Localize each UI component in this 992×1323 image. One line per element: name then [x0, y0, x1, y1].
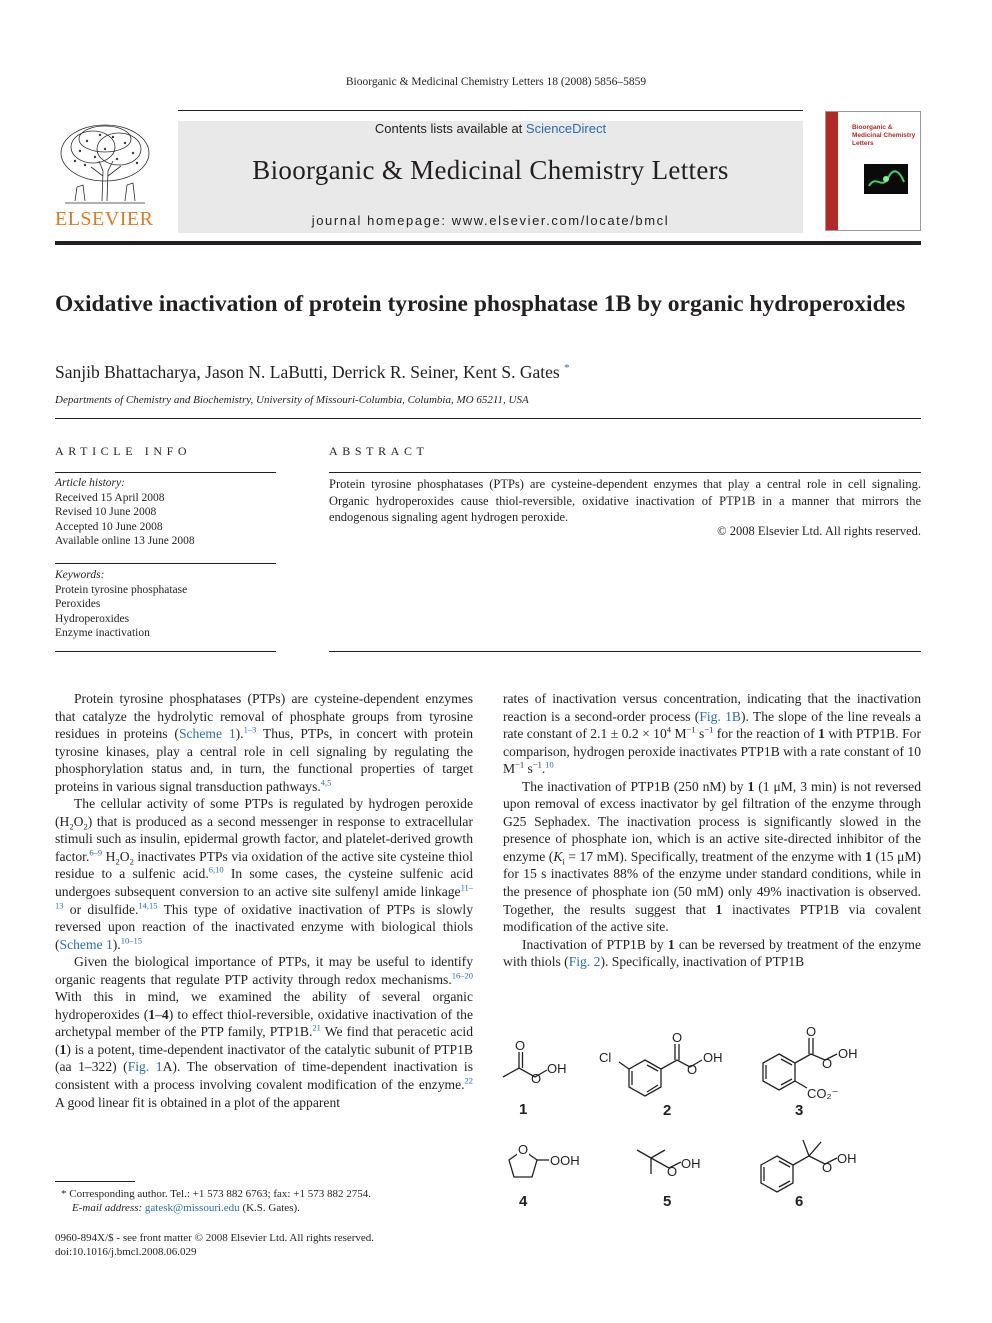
atom-label: O: [822, 1056, 833, 1071]
compound-label: 1: [519, 1101, 528, 1118]
atom-label: O: [531, 1071, 542, 1086]
keyword-item: Protein tyrosine phosphatase: [55, 583, 188, 596]
history-online: Available online 13 June 2008: [55, 535, 195, 548]
history-revised: Revised 10 June 2008: [55, 506, 157, 519]
body-paragraph: Protein tyrosine phosphatases (PTPs) are cysteine-dependent enzymes that catalyze the hydrolytic removal of phosphate groups from tyrosine residues in proteins (Scheme 1).$^{1-3}$ Thus, PTPs, in concert with protein tyrosine kinases, play a central role in cell signaling by regulating the phosphorylation status and, in turn, the functional properties of target proteins in various signal transduction pathways.$^{4,5}$: [55, 691, 474, 794]
citation-link[interactable]: 6,10: [208, 864, 224, 875]
citation-link[interactable]: 1–3: [243, 724, 257, 735]
compound-label: 2: [663, 1102, 672, 1119]
figure-1b-link[interactable]: Fig. 1B: [699, 708, 741, 724]
affiliation: Departments of Chemistry and Biochemistry, University of Missouri-Columbia, Columbia, MO 65211, USA: [55, 394, 529, 406]
citation-link[interactable]: 6–9: [89, 847, 103, 858]
atom-label: OOH: [550, 1153, 580, 1168]
atom-label: O: [518, 1142, 529, 1157]
citation-link[interactable]: 11–13: [55, 882, 473, 911]
publication-info: [55, 1231, 555, 1259]
elsevier-tree-logo: [55, 121, 155, 207]
history-label: Article history:: [55, 477, 125, 489]
history-received: Received 15 April 2008: [55, 491, 165, 504]
citation-link[interactable]: 14,15: [138, 900, 158, 911]
atom-label: OH: [838, 1046, 858, 1061]
atom-label: OH: [547, 1061, 567, 1076]
email-suffix: (K.S. Gates).: [239, 1202, 300, 1214]
authors: Sanjib Bhattacharya, Jason N. LaButti, Derrick R. Seiner, Kent S. Gates: [55, 362, 560, 382]
compound-label: 5: [663, 1193, 672, 1210]
figure-1a-link[interactable]: Fig. 1: [127, 1059, 163, 1075]
atom-label: O: [515, 1038, 526, 1053]
citation-link[interactable]: 10: [545, 759, 554, 770]
keyword-item: Enzyme inactivation: [55, 627, 150, 640]
citation-link[interactable]: 16–20: [451, 970, 473, 981]
journal-citation: Bioorganic & Medicinal Chemistry Letters 18 (2008) 5856–5859: [345, 76, 647, 88]
corresponding-author-mark[interactable]: *: [564, 362, 570, 375]
email-footnote: [55, 1201, 473, 1215]
keywords-rule: [55, 563, 276, 564]
article-info-heading: ARTICLE INFO: [55, 444, 192, 458]
citation-link[interactable]: 4,5: [320, 777, 332, 788]
sciencedirect-link[interactable]: ScienceDirect: [525, 121, 607, 136]
abstract-heading: ABSTRACT: [329, 444, 429, 458]
keyword-item: Hydroperoxides: [55, 612, 130, 625]
atom-label: OH: [681, 1156, 701, 1171]
article-title: Oxidative inactivation of protein tyrosine phosphatase 1B by organic hydroperoxides: [55, 291, 906, 317]
email-link[interactable]: gatesk@missouri.edu: [144, 1202, 240, 1214]
contents-prefix: Contents lists available at: [374, 121, 526, 136]
journal-title: Bioorganic & Medicinal Chemistry Letters: [252, 155, 729, 185]
body-paragraph: The cellular activity of some PTPs is regulated by hydrogen peroxide $(H_2O_2)$ that is produced as a second messenger in response to extracellular stimuli such as insulin, epidermal growth factor, and platelet-derived growth factor.$^{6-9}$ $H_2O_2$ inactivates PTPs via oxidation of the active site cysteine thiol residue to a sulfenic acid.$^{6,10}$ In some cases, the cysteine sulfenic acid undergoes subsequent conversion to an active site sulfenyl amide linkage$^{11-13}$ or disulfide.$^{14,15}$ This type of oxidative inactivation of PTPs is slowly reversed upon reaction of the inactivated enzyme with biological thiols (Scheme 1).$^{10-15}$: [55, 796, 474, 952]
article-info-rule: [55, 472, 276, 473]
atom-label: O: [672, 1030, 683, 1045]
article-history: [55, 476, 276, 549]
compound-label: 4: [519, 1193, 528, 1210]
contents-line: [178, 121, 803, 136]
author-line: [55, 362, 570, 383]
abstract-text: Protein tyrosine phosphatases (PTPs) are cysteine-dependent enzymes that play a central role in cell signaling. Organic hydroperoxides cause thiol-reversible, oxidative inactivation of PTP1B in a manner that mirrors the endogenous signaling agent hydrogen peroxide.: [329, 477, 921, 524]
body-left-column: [55, 690, 473, 1111]
history-accepted: Accepted 10 June 2008: [55, 520, 163, 533]
abstract-rule: [329, 472, 921, 473]
scheme-1-link[interactable]: Scheme 1: [178, 726, 236, 742]
compound-label: 3: [795, 1102, 804, 1119]
journal-homepage[interactable]: journal homepage: www.elsevier.com/locate/bmcl: [311, 213, 670, 228]
figure-2-link[interactable]: Fig. 2: [568, 954, 601, 970]
body-right-column: [503, 690, 921, 971]
atom-label: Cl: [599, 1050, 612, 1065]
atom-label: O: [806, 1024, 817, 1039]
atom-label: O: [687, 1062, 698, 1077]
citation-link[interactable]: 10–15: [120, 935, 142, 946]
abstract-bottom-rule: [329, 651, 921, 652]
corresponding-footnote: * Corresponding author. Tel.: +1 573 882 6763; fax: +1 573 882 2754.: [61, 1188, 371, 1200]
issn-line: 0960-894X/$ - see front matter © 2008 Elsevier Ltd. All rights reserved.: [55, 1232, 375, 1244]
header-rule: [178, 110, 803, 111]
body-paragraph: The inactivation of PTP1B (250 nM) by 1 (1 μM, 3 min) is not reversed upon removal of excess inactivator by gel filtration of the enzyme through G25 Sephadex. The inactivation process is significantly slowed in the presence of phosphate ion, which is an active site-directed inhibitor of the enzyme ($K_i = 17$ mM). Specifically, treatment of the enzyme with 1 (15 μM) for 15 s inactivates 88% of the enzyme under standard conditions, while in the presence of phosphate ion (50 mM) only 49% inactivation is observed. Together, the results suggest that 1 inactivates PTP1B via covalent modification of the active site.: [503, 778, 921, 935]
footnotes: [55, 1187, 473, 1215]
compound-structures: [495, 1022, 925, 1217]
body-paragraph: Inactivation of PTP1B by 1 can be reversed by treatment of the enzyme with thiols (Fig. 2). Specifically, inactivation of PTP1B: [503, 936, 921, 970]
article-info-bottom-rule: [55, 651, 276, 652]
cover-image: [864, 164, 908, 194]
email-label: E-mail address:: [72, 1202, 143, 1214]
keyword-item: Peroxides: [55, 598, 101, 611]
atom-label: CO₂⁻: [807, 1086, 839, 1101]
citation-link[interactable]: 21: [312, 1022, 321, 1033]
scheme-1-link[interactable]: Scheme 1: [59, 936, 113, 952]
keywords: [55, 568, 276, 641]
atom-label: OH: [703, 1050, 723, 1065]
abstract-copyright: © 2008 Elsevier Ltd. All rights reserved.: [717, 524, 921, 538]
elsevier-wordmark: ELSEVIER: [55, 208, 154, 230]
compound-label: 6: [795, 1193, 804, 1210]
body-paragraph: Given the biological importance of PTPs, it may be useful to identify organic reagents that regulate PTP activity through redox mechanisms.$^{16-20}$ With this in mind, we examined the ability of several organic hydroperoxides (1–4) to effect thiol-reversible, oxidative inactivation of the archetypal member of the PTP family, PTP1B.$^{21}$ We find that peracetic acid (1) is a potent, time-dependent inactivator of the catalytic subunit of PTP1B (aa 1–322) (Fig. 1A). The observation of time-dependent inactivation is consistent with a process involving covalent modification of the enzyme.$^{22}$ A good linear fit is obtained in a plot of the apparent: [55, 954, 473, 1110]
atom-label: O: [667, 1164, 678, 1179]
citation-link[interactable]: 22: [464, 1075, 473, 1086]
journal-cover-thumbnail: [825, 111, 921, 231]
title-rule: [55, 418, 921, 419]
atom-label: OH: [837, 1151, 857, 1166]
doi-line[interactable]: doi:10.1016/j.bmcl.2008.06.029: [55, 1246, 197, 1258]
header-thick-rule: [55, 241, 921, 245]
footnote-rule: [55, 1181, 135, 1182]
atom-label: O: [822, 1160, 833, 1175]
cover-title: Bioorganic & Medicinal Chemistry Letters: [852, 124, 916, 147]
keywords-label: Keywords:: [55, 569, 105, 581]
body-paragraph: rates of inactivation versus concentration, indicating that the inactivation reaction is a second-order process (Fig. 1B). The slope of the line reveals a rate constant of $2.1 \pm 0.2 \times 10^4$ $M^{-1}$ $s^{-1}$ for the reaction of 1 with PTP1B. For comparison, hydrogen peroxide inactivates PTP1B with a rate constant of 10 $M^{-1}$ $s^{-1}.^{10}$: [503, 691, 921, 777]
cover-red-bar: [826, 112, 838, 230]
